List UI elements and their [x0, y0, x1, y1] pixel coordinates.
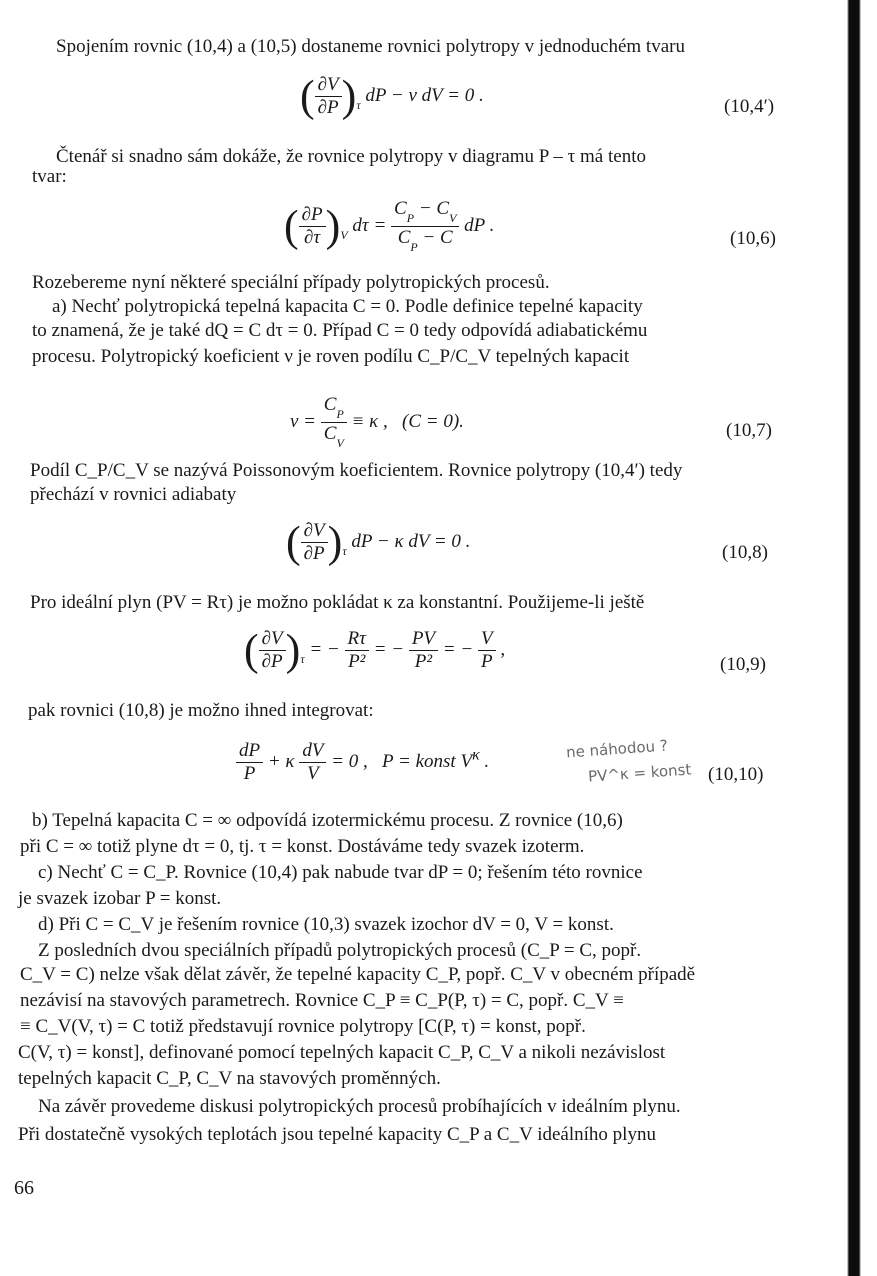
paragraph-line: C_V = C) nelze však dělat závěr, že tepelné kapacity C_P, popř. C_V v obecném případě	[20, 964, 696, 985]
page-number: 66	[14, 1177, 34, 1199]
paragraph-line: c) Nechť C = C_P. Rovnice (10,4) pak nabude tvar dP = 0; řešením této rovnice	[38, 862, 643, 883]
paragraph-line: Podíl C_P/C_V se nazývá Poissonovým koeficientem. Rovnice polytropy (10,4′) tedy	[30, 460, 683, 481]
paragraph-line: je svazek izobar P = konst.	[18, 888, 222, 909]
handwritten-note: ne náhodou ?	[565, 736, 669, 762]
equation-number: (10,9)	[720, 654, 766, 675]
paragraph-line: to znamená, že je také dQ = C dτ = 0. Případ C = 0 tedy odpovídá adiabatickému	[32, 320, 648, 341]
paragraph-line: přechází v rovnici adiabaty	[30, 484, 237, 505]
paragraph-line: d) Při C = C_V je řešením rovnice (10,3) svazek izochor dV = 0, V = konst.	[38, 914, 614, 935]
paragraph-line: procesu. Polytropický koeficient ν je roven podílu C_P/C_V tepelných kapacit	[32, 346, 630, 367]
paragraph-line: nezávisí na stavových parametrech. Rovnice C_P ≡ C_P(P, τ) = C, popř. C_V ≡	[20, 990, 624, 1011]
equation-number: (10,10)	[708, 764, 764, 785]
paragraph-line: Pro ideální plyn (PV = Rτ) je možno pokládat κ za konstantní. Použijeme-li ještě	[30, 592, 645, 613]
equation-10-9: ( $\frac{\partial V}{\partial P}$ )$_\tau$ = − $\frac{R\tau}{\text{P²}}$ = − $\frac{PV}{\text{P²}}$ = − $\frac{V}{P}$ ,	[244, 625, 506, 675]
paragraph-line: ≡ C_V(V, τ) = C totiž představují rovnice polytropy [C(P, τ) = konst, popř.	[20, 1016, 586, 1037]
equation-10-7: ν = $\frac{C_P}{C_V}$ ≡ κ , (C = 0).	[290, 394, 464, 450]
paragraph-line: pak rovnici (10,8) je možno ihned integrovat:	[28, 700, 374, 721]
paragraph-line: Na závěr provedeme diskusi polytropických procesů probíhajících v ideálním plynu.	[38, 1096, 681, 1117]
equation-10-4-prime: ( $\frac{\partial V}{\partial P}$ )$_\tau$ dP − ν dV = 0 .	[300, 71, 484, 121]
equation-number: (10,4′)	[724, 96, 775, 117]
paragraph-line: tepelných kapacit C_P, C_V na stavových proměnných.	[18, 1068, 441, 1089]
paragraph-line: Z posledních dvou speciálních případů polytropických procesů (C_P = C, popř.	[38, 940, 642, 961]
handwritten-note: PV^κ = konst	[587, 760, 692, 786]
paragraph-line: Při dostatečně vysokých teplotách jsou tepelné kapacity C_P a C_V ideálního plynu	[18, 1124, 656, 1145]
equation-10-6: ( $\frac{\partial P}{\partial\tau}$ )$_V$ dτ = $\frac{C_P - C_V}{C_P - C}$ dP .	[284, 198, 495, 254]
paragraph-line: Čtenář si snadno sám dokáže, že rovnice polytropy v diagramu P – τ má tento	[56, 146, 646, 167]
equation-10-8: ( $\frac{\partial V}{\partial P}$ )$_\tau$ dP − κ dV = 0 .	[286, 517, 471, 567]
paragraph-line: Rozebereme nyní některé speciální případy polytropických procesů.	[32, 272, 550, 293]
equation-number: (10,6)	[730, 228, 776, 249]
equation-number: (10,7)	[726, 420, 772, 441]
paragraph-line: C(V, τ) = konst], definované pomocí tepelných kapacit C_P, C_V a nikoli nezávislost	[18, 1042, 666, 1063]
paragraph-line: při C = ∞ totiž plyne dτ = 0, tj. τ = konst. Dostáváme tedy svazek izoterm.	[20, 836, 585, 857]
paragraph-line: b) Tepelná kapacita C = ∞ odpovídá izotermickému procesu. Z rovnice (10,6)	[32, 810, 623, 831]
paragraph-line: a) Nechť polytropická tepelná kapacita C = 0. Podle definice tepelné kapacity	[52, 296, 643, 317]
paragraph-line: tvar:	[32, 166, 67, 187]
equation-number: (10,8)	[722, 542, 768, 563]
paragraph-line: Spojením rovnic (10,4) a (10,5) dostaneme rovnici polytropy v jednoduchém tvaru	[56, 36, 685, 57]
equation-10-10: $\frac{dP}{P}$ + κ $\frac{dV}{V}$ = 0 , P = konst $V^\kappa$ .	[236, 740, 489, 785]
